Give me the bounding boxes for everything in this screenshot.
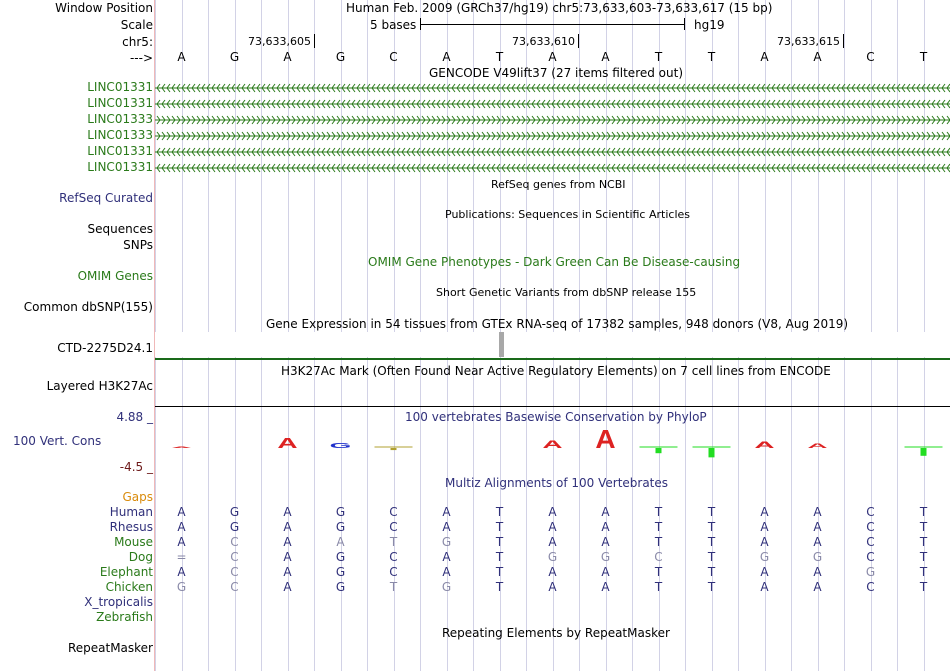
alignment-base: T	[919, 535, 928, 549]
alignment-base: G	[229, 505, 240, 519]
alignment-base: A	[813, 535, 822, 549]
gencode-gene-label[interactable]: LINC01333	[87, 112, 153, 126]
ruler-tick	[578, 34, 579, 48]
alignment-base: C	[866, 520, 875, 534]
omim-label[interactable]: OMIM Genes	[77, 269, 153, 283]
alignment-base: A	[813, 505, 822, 519]
scale-bar	[420, 24, 684, 25]
alignment-base: A	[442, 520, 451, 534]
species-label[interactable]: X_tropicalis	[84, 595, 153, 609]
phylop-bar	[656, 448, 662, 453]
gaps-label[interactable]: Gaps	[122, 490, 153, 504]
alignment-base: C	[389, 520, 398, 534]
alignment-base: T	[389, 535, 398, 549]
alignment-base: G	[335, 580, 346, 594]
h3k27ac-label[interactable]: Layered H3K27Ac	[46, 379, 153, 393]
sequence-base: G	[335, 50, 346, 64]
species-label[interactable]: Elephant	[99, 565, 153, 579]
scale-bar-right-tick	[684, 18, 685, 30]
alignment-base: T	[707, 550, 716, 564]
alignment-base: A	[548, 565, 557, 579]
alignment-base: G	[600, 550, 611, 564]
species-label[interactable]: Zebrafish	[96, 610, 153, 624]
sequence-base: A	[813, 50, 822, 64]
sequence-base: T	[495, 50, 504, 64]
phylop-logo-letter: A	[277, 434, 298, 452]
sequence-base: A	[760, 50, 769, 64]
dbsnp-label[interactable]: Common dbSNP(155)	[23, 300, 153, 314]
alignment-base: C	[230, 535, 239, 549]
sequences-label[interactable]: Sequences	[87, 222, 153, 236]
alignment-base: C	[389, 505, 398, 519]
window-position-label: Window Position	[55, 1, 153, 15]
species-label[interactable]: Rhesus	[109, 520, 153, 534]
phylop-logo-letter: A	[807, 442, 828, 450]
alignment-base: A	[283, 520, 292, 534]
alignment-base: T	[495, 535, 504, 549]
alignment-base: G	[812, 550, 823, 564]
alignment-base: T	[654, 535, 663, 549]
phylop-plot[interactable]	[155, 424, 950, 470]
phylop-bar	[709, 448, 715, 457]
alignment-base: T	[654, 580, 663, 594]
alignment-base: A	[548, 505, 557, 519]
refseq-label[interactable]: RefSeq Curated	[59, 191, 153, 205]
window-position-text: Human Feb. 2009 (GRCh37/hg19) chr5:73,633,603-73,633,617 (15 bp)	[346, 1, 773, 15]
alignment-base: A	[177, 565, 186, 579]
alignment-base: T	[919, 580, 928, 594]
alignment-base: T	[495, 550, 504, 564]
scale-bar-left-tick	[420, 18, 421, 30]
alignment-base: G	[176, 580, 187, 594]
alignment-base: A	[177, 535, 186, 549]
gencode-gene-feature[interactable]	[155, 113, 950, 127]
h3k27ac-title[interactable]: H3K27Ac Mark (Often Found Near Active Regulatory Elements) on 7 cell lines from ENCODE	[281, 364, 831, 378]
alignment-base: A	[601, 580, 610, 594]
ruler-tick-label: 73,633,605	[248, 35, 311, 48]
alignment-base: A	[760, 580, 769, 594]
sequence-base: T	[654, 50, 663, 64]
alignment-base: T	[495, 565, 504, 579]
alignment-base: A	[760, 505, 769, 519]
alignment-base: A	[813, 565, 822, 579]
gencode-gene-feature[interactable]	[155, 161, 950, 175]
alignment-base: A	[760, 535, 769, 549]
species-label[interactable]: Dog	[128, 550, 153, 564]
alignment-base: A	[813, 580, 822, 594]
gencode-gene-label[interactable]: LINC01333	[87, 128, 153, 142]
alignment-base: C	[230, 580, 239, 594]
gencode-gene-label[interactable]: LINC01331	[87, 144, 153, 158]
alignment-base: C	[866, 580, 875, 594]
repeatmasker-title[interactable]: Repeating Elements by RepeatMasker	[442, 626, 670, 640]
gencode-gene-feature[interactable]	[155, 97, 950, 111]
scale-label: Scale	[120, 18, 153, 32]
alignment-base: C	[866, 550, 875, 564]
alignment-base: A	[283, 505, 292, 519]
alignment-base: G	[441, 535, 452, 549]
alignment-base: A	[336, 535, 345, 549]
alignment-base: A	[601, 520, 610, 534]
phylop-title[interactable]: 100 vertebrates Basewise Conservation by PhyloP	[405, 410, 707, 424]
alignment-base: A	[813, 520, 822, 534]
sequence-base: T	[919, 50, 928, 64]
alignment-base: A	[283, 535, 292, 549]
phylop-logo-letter: A	[754, 440, 775, 451]
phylop-logo-letter: G	[329, 441, 352, 450]
gtex-bar	[499, 332, 504, 357]
gencode-title[interactable]: GENCODE V49lift37 (27 items filtered out)	[429, 66, 684, 80]
alignment-base: C	[866, 505, 875, 519]
cons-min-label: -4.5 _	[119, 460, 153, 474]
phylop-bar	[921, 448, 927, 456]
alignment-base: A	[760, 520, 769, 534]
ruler-tick	[843, 34, 844, 48]
cons-label[interactable]: 100 Vert. Cons	[13, 434, 102, 448]
alignment-base: T	[389, 580, 398, 594]
phylop-logo-letter: A	[542, 438, 563, 451]
chrom-label: chr5:	[122, 35, 153, 49]
ruler-tick-label: 73,633,615	[777, 35, 840, 48]
alignment-base: T	[919, 520, 928, 534]
alignment-base: A	[283, 550, 292, 564]
scale-bases: 5 bases	[370, 18, 417, 32]
alignment-base: T	[707, 535, 716, 549]
alignment-base: G	[441, 580, 452, 594]
ctd-label[interactable]: CTD-2275D24.1	[57, 341, 153, 355]
ruler-tick-label: 73,633,610	[512, 35, 575, 48]
alignment-base: G	[759, 550, 770, 564]
alignment-base: C	[866, 535, 875, 549]
alignment-base: T	[654, 505, 663, 519]
sequence-base: A	[442, 50, 451, 64]
strand-label: --->	[129, 51, 153, 65]
alignment-base: G	[335, 520, 346, 534]
alignment-base: A	[601, 565, 610, 579]
gencode-gene-feature[interactable]	[155, 81, 950, 95]
alignment-base: A	[177, 505, 186, 519]
phylop-bar	[391, 448, 397, 450]
alignment-base: G	[335, 550, 346, 564]
gencode-gene-label[interactable]: LINC01331	[87, 160, 153, 174]
alignment-base: A	[283, 565, 292, 579]
h3k27ac-baseline	[155, 406, 950, 407]
gencode-gene-feature[interactable]	[155, 129, 950, 143]
gtex-title[interactable]: Gene Expression in 54 tissues from GTEx RNA-seq of 17382 samples, 948 donors (V8, Aug 2019)	[266, 317, 849, 331]
species-label[interactable]: Chicken	[105, 580, 153, 594]
multiz-title[interactable]: Multiz Alignments of 100 Vertebrates	[445, 476, 669, 490]
alignment-base: G	[335, 565, 346, 579]
phylop-logo-letter: A	[595, 425, 616, 454]
alignment-base: T	[707, 520, 716, 534]
alignment-base: G	[547, 550, 558, 564]
repeatmasker-label[interactable]: RepeatMasker	[67, 641, 153, 655]
scale-assembly: hg19	[694, 18, 725, 32]
alignment-base: A	[442, 505, 451, 519]
alignment-base: T	[707, 580, 716, 594]
dbsnp-title[interactable]: Short Genetic Variants from dbSNP release 155	[436, 286, 697, 299]
gtex-line	[155, 358, 950, 360]
species-label[interactable]: Human	[109, 505, 153, 519]
omim-title[interactable]: OMIM Gene Phenotypes - Dark Green Can Be Disease-causing	[368, 255, 741, 269]
species-label[interactable]: Mouse	[114, 535, 153, 549]
alignment-base: C	[389, 550, 398, 564]
publications-title[interactable]: Publications: Sequences in Scientific Articles	[445, 208, 690, 221]
alignment-base: G	[229, 520, 240, 534]
gtex-track[interactable]	[155, 332, 950, 357]
sequence-base: A	[283, 50, 292, 64]
alignment-base: A	[601, 535, 610, 549]
ruler-tick	[314, 34, 315, 48]
alignment-base: A	[283, 580, 292, 594]
phylop-logo-letter: A	[171, 446, 192, 449]
alignment-base: C	[389, 565, 398, 579]
sequence-base: C	[866, 50, 875, 64]
alignment-base: A	[601, 505, 610, 519]
gencode-gene-feature[interactable]	[155, 145, 950, 159]
alignment-base: G	[865, 565, 876, 579]
alignment-base: T	[707, 565, 716, 579]
alignment-base: C	[230, 550, 239, 564]
alignment-base: A	[177, 520, 186, 534]
alignment-base: C	[230, 565, 239, 579]
alignment-base: T	[654, 520, 663, 534]
gencode-gene-label[interactable]: LINC01331	[87, 80, 153, 94]
alignment-base: T	[654, 565, 663, 579]
cons-max-label: 4.88 _	[116, 410, 153, 424]
alignment-base: =	[176, 550, 187, 564]
snps-label[interactable]: SNPs	[123, 238, 153, 252]
alignment-base: T	[495, 520, 504, 534]
alignment-base: T	[919, 550, 928, 564]
sequence-base: A	[601, 50, 610, 64]
alignment-base: C	[654, 550, 663, 564]
alignment-base: T	[919, 565, 928, 579]
sequence-base: A	[548, 50, 557, 64]
alignment-base: T	[495, 580, 504, 594]
alignment-base: T	[707, 505, 716, 519]
alignment-base: G	[335, 505, 346, 519]
sequence-base: T	[707, 50, 716, 64]
refseq-title[interactable]: RefSeq genes from NCBI	[491, 178, 626, 191]
alignment-base: A	[442, 550, 451, 564]
alignment-base: A	[548, 535, 557, 549]
sequence-base: C	[389, 50, 398, 64]
gencode-gene-label[interactable]: LINC01331	[87, 96, 153, 110]
alignment-base: A	[548, 520, 557, 534]
sequence-base: A	[177, 50, 186, 64]
alignment-base: T	[495, 505, 504, 519]
alignment-base: T	[919, 505, 928, 519]
alignment-base: A	[442, 565, 451, 579]
sequence-base: G	[229, 50, 240, 64]
alignment-base: A	[760, 565, 769, 579]
alignment-base: A	[548, 580, 557, 594]
